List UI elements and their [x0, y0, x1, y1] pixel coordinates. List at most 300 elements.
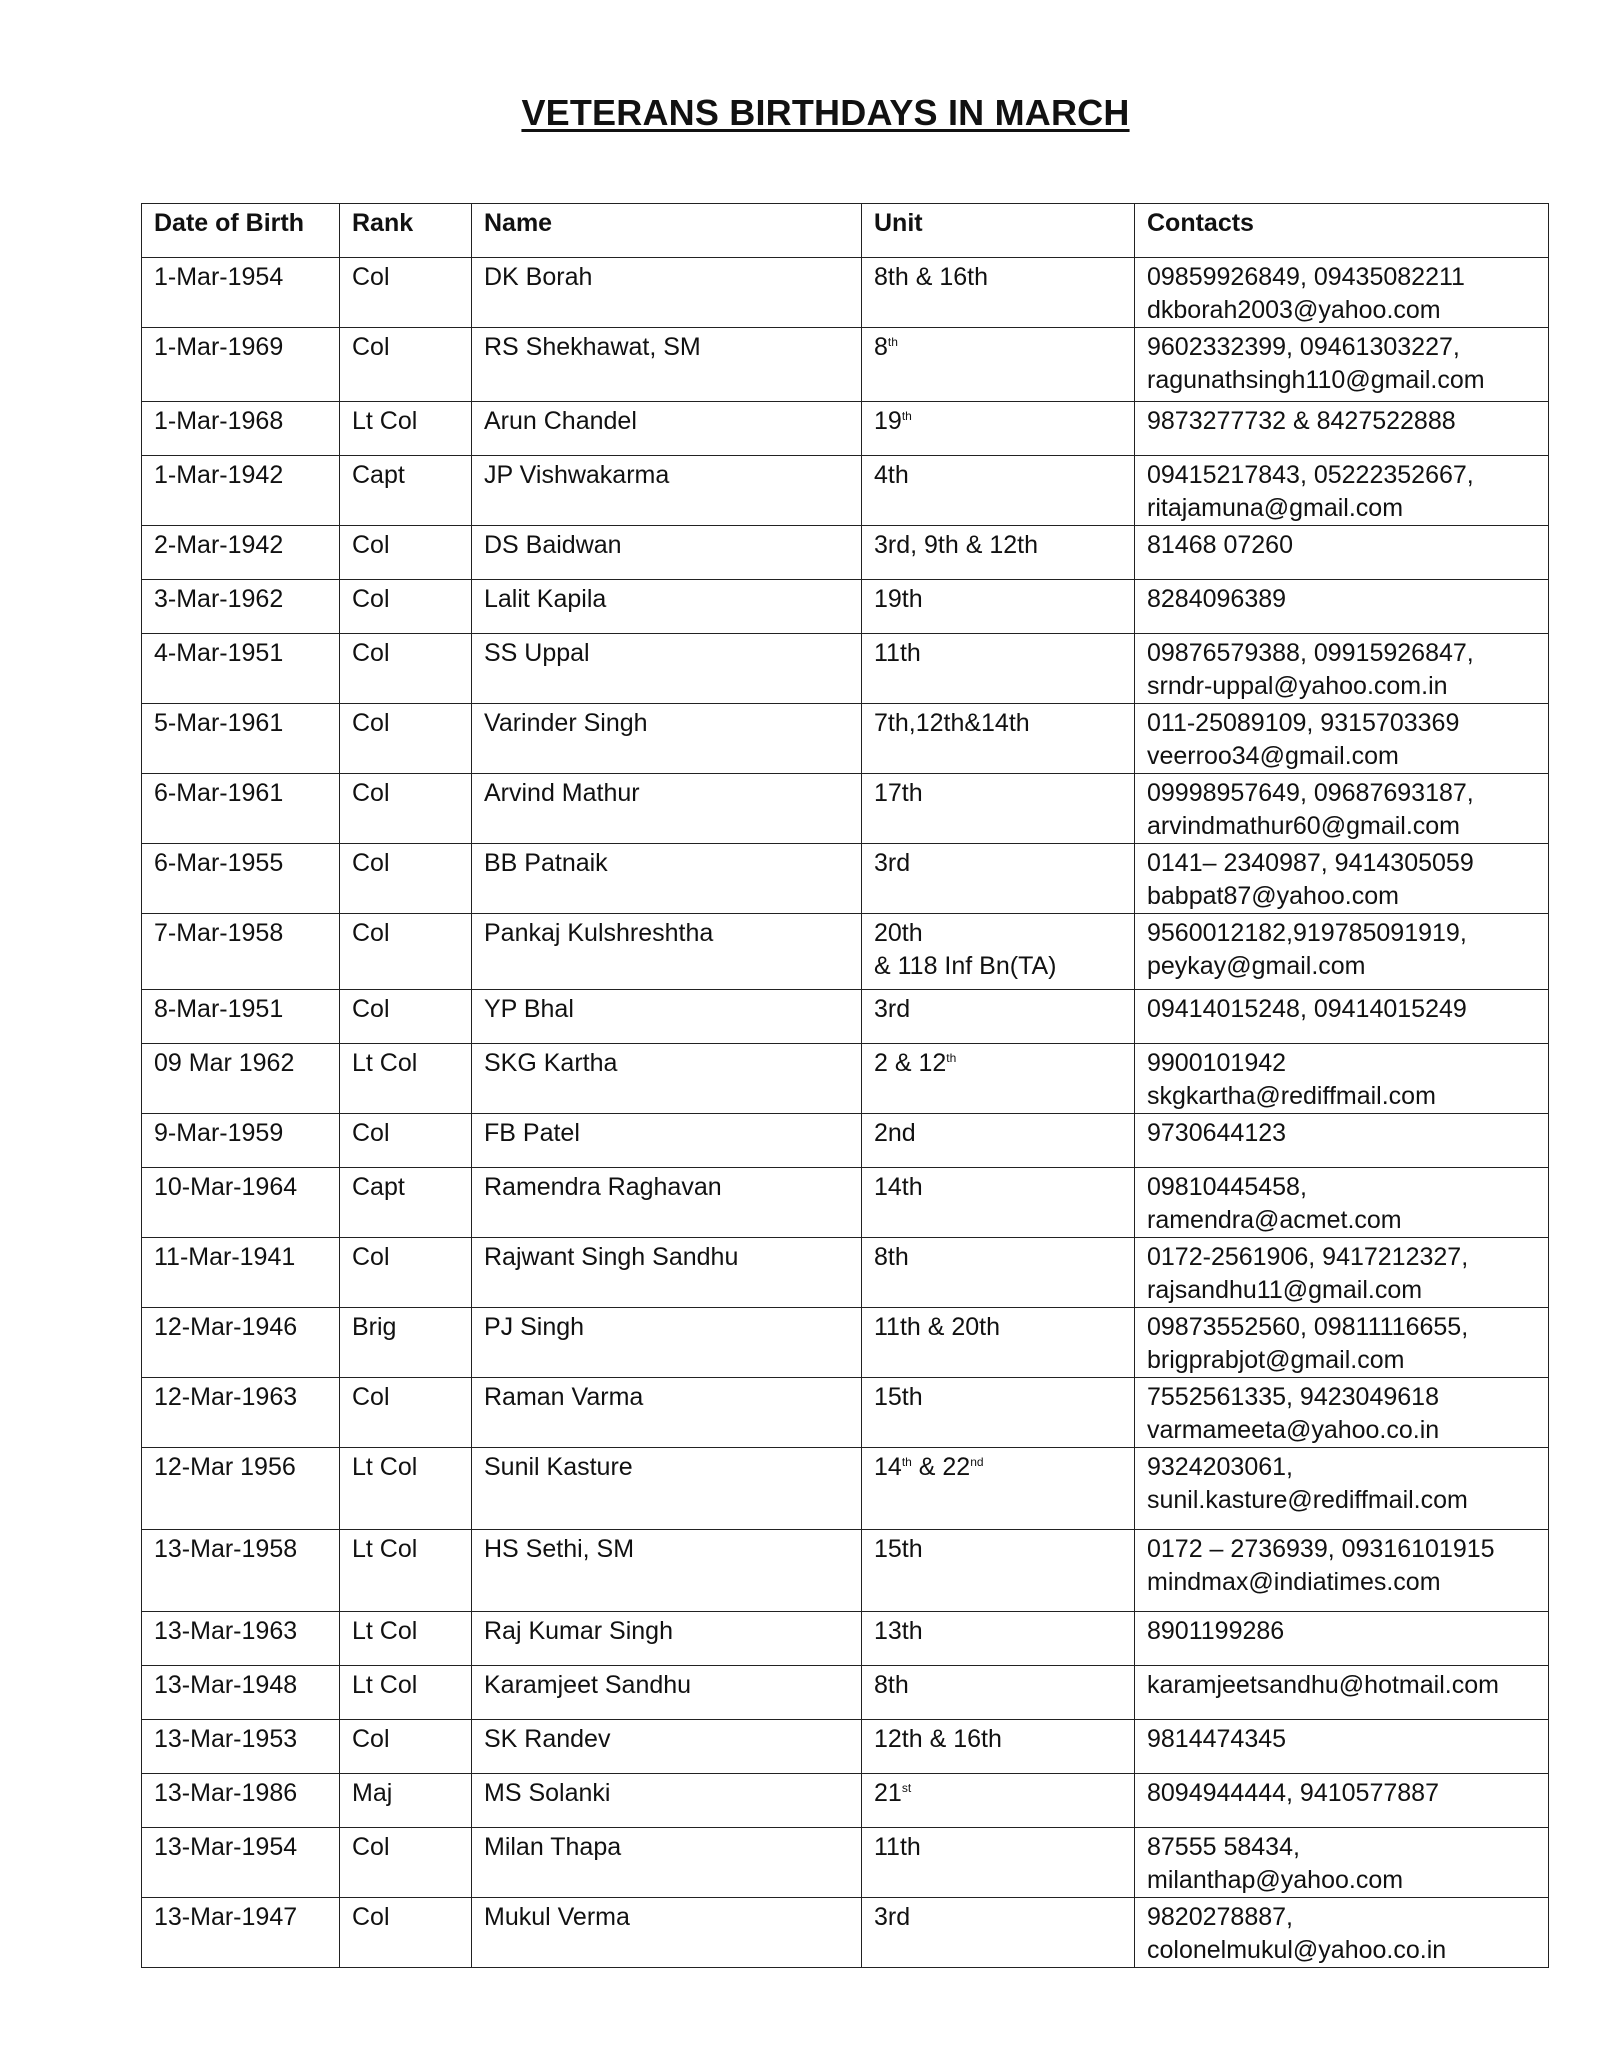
- contact-cell: [1135, 258, 1549, 328]
- name-cell: [472, 1774, 862, 1828]
- dob-cell: [142, 1044, 340, 1114]
- name-text: Sunil Kasture: [484, 1453, 633, 1481]
- contact-text: 09873552560, 09811116655,: [1147, 1313, 1469, 1341]
- contact-line-2: ritajamuna@gmail.com: [1147, 494, 1404, 522]
- name-cell: [472, 1114, 862, 1168]
- unit-cell: [862, 402, 1135, 456]
- column-header-dob: Date of Birth: [142, 204, 340, 258]
- rank-text: Capt: [352, 461, 405, 489]
- name-cell: [472, 634, 862, 704]
- rank-cell: [340, 914, 472, 990]
- table-row: [142, 456, 1549, 526]
- name-cell: [472, 258, 862, 328]
- name-text: Mukul Verma: [484, 1903, 630, 1931]
- dob-text: 12-Mar-1963: [154, 1383, 298, 1411]
- dob-text: 3-Mar-1962: [154, 585, 284, 613]
- contact-cell: [1135, 844, 1549, 914]
- contact-text: 09876579388, 09915926847,: [1147, 639, 1474, 667]
- name-text: DK Borah: [484, 263, 593, 291]
- name-text: Lalit Kapila: [484, 585, 607, 613]
- page-title: VETERANS BIRTHDAYS IN MARCH: [521, 92, 1130, 133]
- name-text: Raj Kumar Singh: [484, 1617, 673, 1645]
- name-text: Karamjeet Sandhu: [484, 1671, 692, 1699]
- unit-text: 17th: [874, 779, 923, 807]
- table-row: [142, 1530, 1549, 1612]
- name-text: HS Sethi, SM: [484, 1535, 635, 1563]
- contact-line-2: ragunathsingh110@gmail.com: [1147, 366, 1485, 394]
- contact-text: 09859926849, 09435082211: [1147, 263, 1465, 291]
- dob-text: 11-Mar-1941: [154, 1243, 296, 1271]
- dob-text: 1-Mar-1968: [154, 407, 284, 435]
- name-cell: [472, 990, 862, 1044]
- dob-text: 7-Mar-1958: [154, 919, 284, 947]
- name-cell: [472, 1530, 862, 1612]
- rank-text: Col: [352, 585, 390, 613]
- unit-text: 15th: [874, 1383, 923, 1411]
- rank-text: Lt Col: [352, 1453, 418, 1481]
- dob-text: 12-Mar 1956: [154, 1453, 296, 1481]
- contact-cell: [1135, 1530, 1549, 1612]
- contact-text: 81468 07260: [1147, 531, 1293, 559]
- unit-text: 4th: [874, 461, 909, 489]
- rank-text: Col: [352, 995, 390, 1023]
- name-text: SKG Kartha: [484, 1049, 618, 1077]
- unit-text: 7th,12th&14th: [874, 709, 1030, 737]
- unit-cell: [862, 1168, 1135, 1238]
- name-cell: [472, 844, 862, 914]
- unit-text: 2 & 12th: [874, 1049, 957, 1077]
- name-text: Raman Varma: [484, 1383, 644, 1411]
- unit-cell: [862, 774, 1135, 844]
- dob-text: 13-Mar-1947: [154, 1903, 298, 1931]
- table-row: [142, 1044, 1549, 1114]
- rank-cell: [340, 1044, 472, 1114]
- rank-text: Col: [352, 531, 390, 559]
- unit-cell: [862, 1114, 1135, 1168]
- unit-cell: [862, 704, 1135, 774]
- contact-line-2: milanthap@yahoo.com: [1147, 1866, 1404, 1894]
- dob-cell: [142, 1114, 340, 1168]
- unit-text: 8th: [874, 333, 898, 361]
- dob-text: 13-Mar-1954: [154, 1833, 298, 1861]
- name-cell: [472, 402, 862, 456]
- name-text: SK Randev: [484, 1725, 611, 1753]
- unit-text: 14th & 22nd: [874, 1453, 984, 1481]
- unit-cell: [862, 1612, 1135, 1666]
- contact-cell: [1135, 1168, 1549, 1238]
- name-text: Rajwant Singh Sandhu: [484, 1243, 739, 1271]
- contact-line-2: mindmax@indiatimes.com: [1147, 1568, 1441, 1596]
- rank-cell: [340, 704, 472, 774]
- unit-cell: [862, 1448, 1135, 1530]
- dob-text: 13-Mar-1948: [154, 1671, 298, 1699]
- name-text: JP Vishwakarma: [484, 461, 670, 489]
- dob-text: 13-Mar-1958: [154, 1535, 298, 1563]
- rank-cell: [340, 1898, 472, 1968]
- rank-text: Lt Col: [352, 1049, 418, 1077]
- contact-line-2: varmameeta@yahoo.co.in: [1147, 1416, 1440, 1444]
- contact-text: 9324203061,: [1147, 1453, 1293, 1481]
- unit-text: 11th & 20th: [874, 1313, 1001, 1341]
- name-text: Pankaj Kulshreshtha: [484, 919, 714, 947]
- contact-text: 0172-2561906, 9417212327,: [1147, 1243, 1469, 1271]
- dob-text: 6-Mar-1961: [154, 779, 284, 807]
- rank-text: Lt Col: [352, 407, 418, 435]
- unit-cell: [862, 1666, 1135, 1720]
- contact-line-2: ramendra@acmet.com: [1147, 1206, 1402, 1234]
- rank-text: Col: [352, 333, 390, 361]
- contact-cell: [1135, 1114, 1549, 1168]
- unit-text: 19th: [874, 585, 923, 613]
- dob-cell: [142, 774, 340, 844]
- dob-text: 13-Mar-1986: [154, 1779, 298, 1807]
- dob-cell: [142, 1378, 340, 1448]
- unit-cell: [862, 580, 1135, 634]
- rank-text: Col: [352, 1725, 390, 1753]
- dob-cell: [142, 402, 340, 456]
- contact-cell: [1135, 328, 1549, 402]
- rank-cell: [340, 526, 472, 580]
- dob-text: 09 Mar 1962: [154, 1049, 295, 1077]
- dob-text: 4-Mar-1951: [154, 639, 284, 667]
- contact-text: 8284096389: [1147, 585, 1287, 613]
- rank-cell: [340, 1828, 472, 1898]
- contact-cell: [1135, 914, 1549, 990]
- contact-text: 8094944444, 9410577887: [1147, 1779, 1439, 1807]
- contact-line-2: brigprabjot@gmail.com: [1147, 1346, 1405, 1374]
- unit-text: 11th: [874, 1833, 921, 1861]
- unit-text: 20th: [874, 919, 923, 947]
- unit-cell: [862, 1378, 1135, 1448]
- name-cell: [472, 1378, 862, 1448]
- dob-text: 6-Mar-1955: [154, 849, 284, 877]
- unit-cell: [862, 634, 1135, 704]
- dob-text: 1-Mar-1954: [154, 263, 284, 291]
- unit-text: 19th: [874, 407, 912, 435]
- unit-text: 13th: [874, 1617, 923, 1645]
- dob-cell: [142, 1238, 340, 1308]
- contact-text: 9602332399, 09461303227,: [1147, 333, 1460, 361]
- name-text: BB Patnaik: [484, 849, 608, 877]
- name-cell: [472, 1666, 862, 1720]
- unit-cell: [862, 1828, 1135, 1898]
- unit-cell: [862, 914, 1135, 990]
- rank-text: Lt Col: [352, 1535, 418, 1563]
- table-row: [142, 774, 1549, 844]
- dob-text: 10-Mar-1964: [154, 1173, 298, 1201]
- contact-cell: [1135, 704, 1549, 774]
- contact-line-2: peykay@gmail.com: [1147, 952, 1366, 980]
- contact-line-2: sunil.kasture@rediffmail.com: [1147, 1486, 1468, 1514]
- rank-cell: [340, 1378, 472, 1448]
- rank-text: Maj: [352, 1779, 393, 1807]
- dob-cell: [142, 914, 340, 990]
- dob-text: 5-Mar-1961: [154, 709, 284, 737]
- dob-cell: [142, 526, 340, 580]
- contact-cell: [1135, 580, 1549, 634]
- dob-cell: [142, 456, 340, 526]
- rank-text: Col: [352, 1383, 390, 1411]
- column-header-contacts: Contacts: [1135, 204, 1549, 258]
- unit-cell: [862, 1308, 1135, 1378]
- dob-text: 13-Mar-1953: [154, 1725, 298, 1753]
- rank-cell: [340, 1114, 472, 1168]
- dob-cell: [142, 1530, 340, 1612]
- unit-text: 14th: [874, 1173, 923, 1201]
- contact-text: 7552561335, 9423049618: [1147, 1383, 1439, 1411]
- contact-line-2: dkborah2003@yahoo.com: [1147, 296, 1441, 324]
- table-row: [142, 1612, 1549, 1666]
- unit-cell: [862, 258, 1135, 328]
- contact-text: 011-25089109, 9315703369: [1147, 709, 1460, 737]
- dob-cell: [142, 1720, 340, 1774]
- contact-cell: [1135, 1828, 1549, 1898]
- name-text: Arun Chandel: [484, 407, 637, 435]
- name-text: Varinder Singh: [484, 709, 648, 737]
- dob-cell: [142, 990, 340, 1044]
- contact-cell: [1135, 1720, 1549, 1774]
- name-cell: [472, 914, 862, 990]
- unit-text: 3rd: [874, 849, 911, 877]
- name-text: FB Patel: [484, 1119, 580, 1147]
- table-row: [142, 1720, 1549, 1774]
- contact-text: 9820278887,: [1147, 1903, 1293, 1931]
- contact-text: 87555 58434,: [1147, 1833, 1300, 1861]
- rank-cell: [340, 1720, 472, 1774]
- unit-cell: [862, 990, 1135, 1044]
- contact-text: 09414015248, 09414015249: [1147, 995, 1467, 1023]
- column-header-unit: Unit: [862, 204, 1135, 258]
- name-cell: [472, 526, 862, 580]
- rank-cell: [340, 634, 472, 704]
- unit-text: 3rd: [874, 1903, 911, 1931]
- contact-text: 9900101942: [1147, 1049, 1287, 1077]
- unit-text: 15th: [874, 1535, 923, 1563]
- table-header-row: [142, 204, 1549, 258]
- rank-text: Col: [352, 709, 390, 737]
- rank-cell: [340, 1774, 472, 1828]
- dob-cell: [142, 258, 340, 328]
- name-text: Arvind Mathur: [484, 779, 640, 807]
- rank-cell: [340, 1238, 472, 1308]
- unit-text: 3rd: [874, 995, 911, 1023]
- rank-text: Col: [352, 263, 390, 291]
- name-text: YP Bhal: [484, 995, 574, 1023]
- rank-text: Col: [352, 779, 390, 807]
- table-row: [142, 844, 1549, 914]
- name-text: DS Baidwan: [484, 531, 622, 559]
- contact-cell: [1135, 1044, 1549, 1114]
- unit-cell: [862, 1720, 1135, 1774]
- rank-cell: [340, 844, 472, 914]
- dob-text: 2-Mar-1942: [154, 531, 284, 559]
- contact-line-2: babpat87@yahoo.com: [1147, 882, 1399, 910]
- contact-text: 09415217843, 05222352667,: [1147, 461, 1474, 489]
- rank-text: Capt: [352, 1173, 405, 1201]
- unit-cell: [862, 1238, 1135, 1308]
- dob-cell: [142, 1448, 340, 1530]
- contact-cell: [1135, 402, 1549, 456]
- rank-text: Col: [352, 1833, 390, 1861]
- name-cell: [472, 1612, 862, 1666]
- table-row: [142, 1666, 1549, 1720]
- name-cell: [472, 1828, 862, 1898]
- table-row: [142, 258, 1549, 328]
- dob-cell: [142, 844, 340, 914]
- name-cell: [472, 580, 862, 634]
- unit-text: 2nd: [874, 1119, 916, 1147]
- dob-cell: [142, 704, 340, 774]
- contact-text: 09810445458,: [1147, 1173, 1307, 1201]
- table-row: [142, 1898, 1549, 1968]
- name-cell: [472, 1044, 862, 1114]
- table-row: [142, 1378, 1549, 1448]
- name-cell: [472, 1898, 862, 1968]
- table-row: [142, 580, 1549, 634]
- rank-text: Col: [352, 1903, 390, 1931]
- table-row: [142, 914, 1549, 990]
- unit-text: 3rd, 9th & 12th: [874, 531, 1039, 559]
- dob-cell: [142, 1666, 340, 1720]
- contact-cell: [1135, 1238, 1549, 1308]
- unit-cell: [862, 1898, 1135, 1968]
- table-row: [142, 990, 1549, 1044]
- contact-cell: [1135, 990, 1549, 1044]
- unit-text: 8th & 16th: [874, 263, 988, 291]
- dob-text: 12-Mar-1946: [154, 1313, 298, 1341]
- contact-line-2: rajsandhu11@gmail.com: [1147, 1276, 1423, 1304]
- unit-text: 21st: [874, 1779, 912, 1807]
- dob-cell: [142, 1774, 340, 1828]
- dob-text: 8-Mar-1951: [154, 995, 284, 1023]
- table-row: [142, 634, 1549, 704]
- rank-text: Col: [352, 1243, 390, 1271]
- table-row: [142, 526, 1549, 580]
- unit-cell: [862, 844, 1135, 914]
- unit-cell: [862, 526, 1135, 580]
- unit-cell: [862, 1044, 1135, 1114]
- unit-line-2: & 118 Inf Bn(TA): [874, 952, 1057, 980]
- column-header-rank: Rank: [340, 204, 472, 258]
- table-row: [142, 1114, 1549, 1168]
- table-row: [142, 328, 1549, 402]
- contact-text: 9873277732 & 8427522888: [1147, 407, 1456, 435]
- dob-cell: [142, 1898, 340, 1968]
- rank-text: Lt Col: [352, 1671, 418, 1699]
- contact-cell: [1135, 1308, 1549, 1378]
- table-row: [142, 1238, 1549, 1308]
- rank-cell: [340, 1308, 472, 1378]
- contact-text: 0141– 2340987, 9414305059: [1147, 849, 1474, 877]
- name-cell: [472, 456, 862, 526]
- rank-text: Col: [352, 1119, 390, 1147]
- name-text: Ramendra Raghavan: [484, 1173, 722, 1201]
- table-row: [142, 1308, 1549, 1378]
- birthday-table: [141, 203, 1549, 1968]
- rank-cell: [340, 990, 472, 1044]
- contact-cell: [1135, 456, 1549, 526]
- rank-text: Lt Col: [352, 1617, 418, 1645]
- rank-cell: [340, 580, 472, 634]
- name-cell: [472, 774, 862, 844]
- unit-text: 11th: [874, 639, 921, 667]
- rank-cell: [340, 328, 472, 402]
- name-cell: [472, 1238, 862, 1308]
- unit-text: 12th & 16th: [874, 1725, 1002, 1753]
- rank-cell: [340, 1666, 472, 1720]
- name-text: MS Solanki: [484, 1779, 611, 1807]
- rank-cell: [340, 1612, 472, 1666]
- name-text: Milan Thapa: [484, 1833, 622, 1861]
- rank-text: Col: [352, 849, 390, 877]
- unit-cell: [862, 328, 1135, 402]
- contact-cell: [1135, 1666, 1549, 1720]
- rank-cell: [340, 1168, 472, 1238]
- name-cell: [472, 328, 862, 402]
- table-row: [142, 1774, 1549, 1828]
- table-row: [142, 704, 1549, 774]
- contact-cell: [1135, 1898, 1549, 1968]
- rank-cell: [340, 1530, 472, 1612]
- contact-line-2: veerroo34@gmail.com: [1147, 742, 1399, 770]
- contact-line-2: colonelmukul@yahoo.co.in: [1147, 1936, 1447, 1964]
- dob-cell: [142, 1828, 340, 1898]
- contact-cell: [1135, 1774, 1549, 1828]
- column-header-name: Name: [472, 204, 862, 258]
- contact-cell: [1135, 526, 1549, 580]
- unit-cell: [862, 456, 1135, 526]
- dob-cell: [142, 1168, 340, 1238]
- table-row: [142, 1448, 1549, 1530]
- dob-text: 9-Mar-1959: [154, 1119, 284, 1147]
- table-row: [142, 1168, 1549, 1238]
- dob-cell: [142, 1612, 340, 1666]
- name-cell: [472, 1720, 862, 1774]
- rank-cell: [340, 774, 472, 844]
- contact-text: 8901199286: [1147, 1617, 1285, 1645]
- contact-cell: [1135, 1448, 1549, 1530]
- rank-cell: [340, 258, 472, 328]
- contact-text: karamjeetsandhu@hotmail.com: [1147, 1671, 1499, 1699]
- unit-cell: [862, 1774, 1135, 1828]
- dob-cell: [142, 634, 340, 704]
- name-cell: [472, 1168, 862, 1238]
- contact-line-2: srndr-uppal@yahoo.com.in: [1147, 672, 1448, 700]
- table-row: [142, 1828, 1549, 1898]
- name-cell: [472, 704, 862, 774]
- rank-text: Col: [352, 919, 390, 947]
- dob-text: 1-Mar-1969: [154, 333, 284, 361]
- dob-text: 1-Mar-1942: [154, 461, 284, 489]
- contact-text: 09998957649, 09687693187,: [1147, 779, 1474, 807]
- dob-cell: [142, 328, 340, 402]
- contact-cell: [1135, 1612, 1549, 1666]
- contact-text: 9560012182,919785091919,: [1147, 919, 1467, 947]
- contact-line-2: skgkartha@rediffmail.com: [1147, 1082, 1436, 1110]
- name-cell: [472, 1308, 862, 1378]
- contact-cell: [1135, 1378, 1549, 1448]
- table-row: [142, 402, 1549, 456]
- contact-cell: [1135, 634, 1549, 704]
- rank-cell: [340, 456, 472, 526]
- rank-text: Col: [352, 639, 390, 667]
- contact-text: 9730644123: [1147, 1119, 1287, 1147]
- rank-cell: [340, 402, 472, 456]
- name-text: RS Shekhawat, SM: [484, 333, 701, 361]
- dob-cell: [142, 1308, 340, 1378]
- contact-cell: [1135, 774, 1549, 844]
- dob-text: 13-Mar-1963: [154, 1617, 298, 1645]
